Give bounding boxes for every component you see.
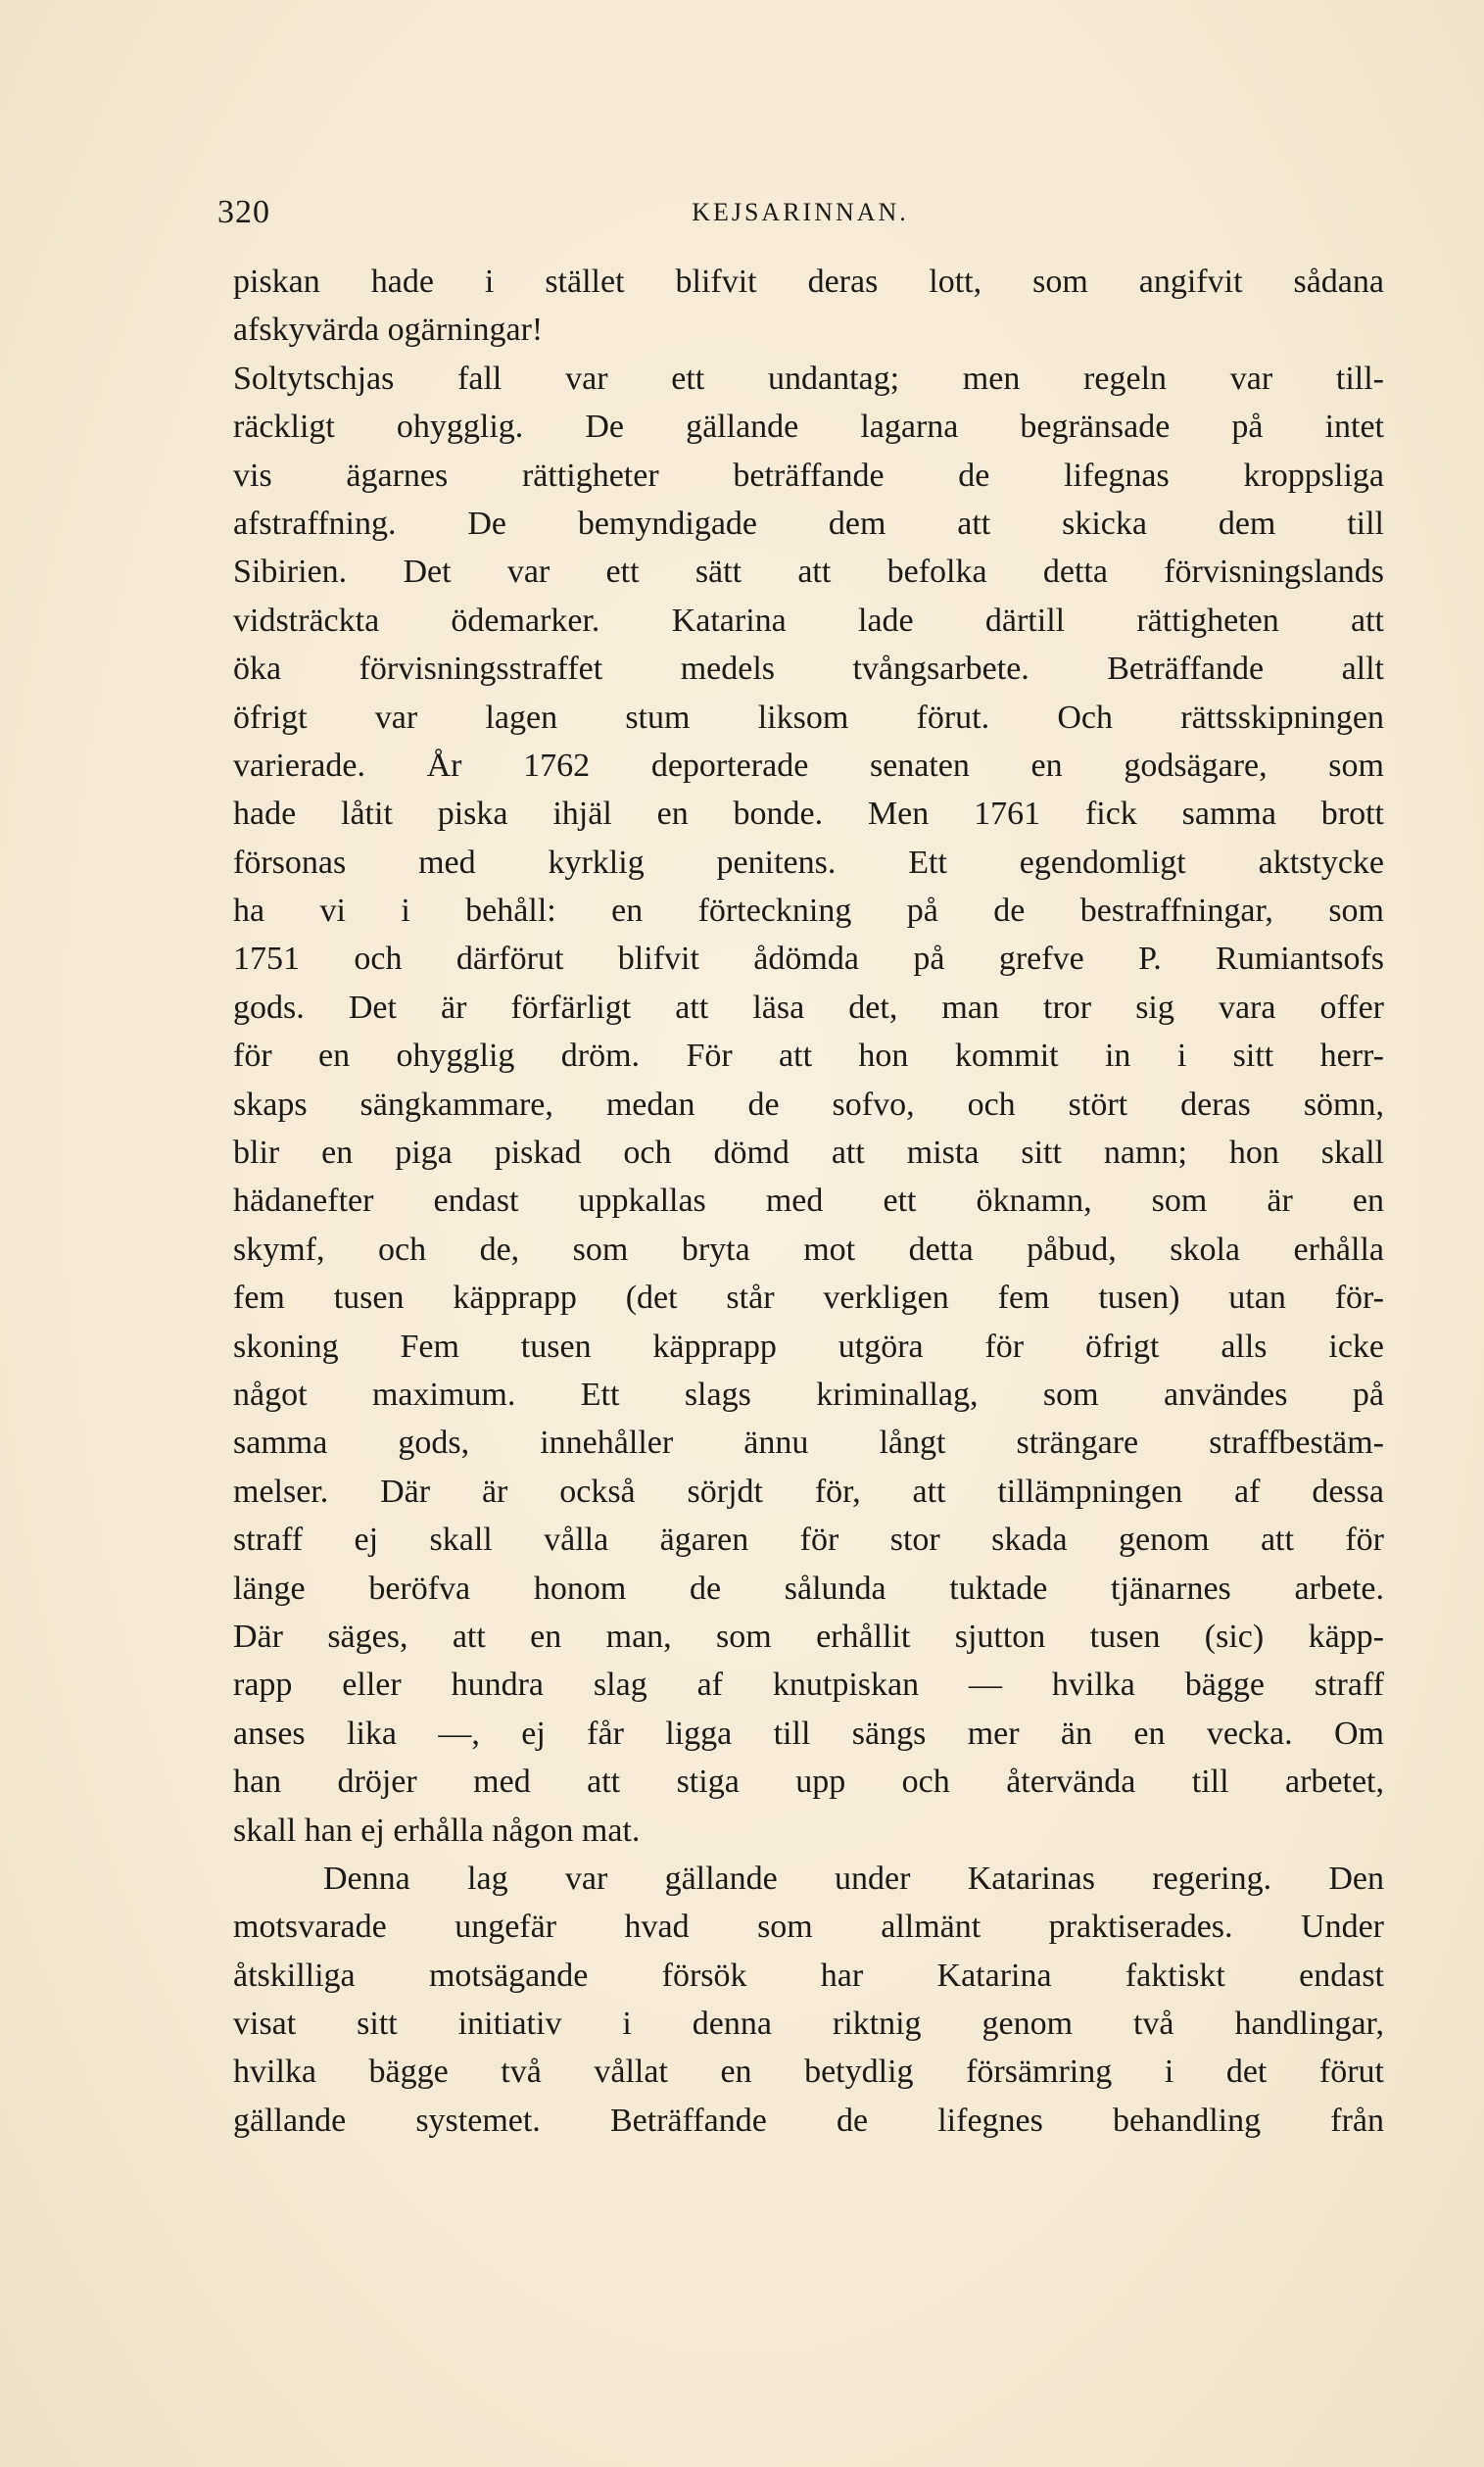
text-line: Soltytschjas fall var ett undantag; men regeln var till- xyxy=(233,360,1384,397)
text-line: visat sitt initiativ i denna riktnig genom två handlingar, xyxy=(233,2006,1384,2043)
text-line: hädanefter endast uppkallas med ett öknamn, som är en xyxy=(233,1183,1384,1220)
text-line: Där säges, att en man, som erhållit sjutton tusen (sic) käpp- xyxy=(233,1618,1384,1655)
text-line: skaps sängkammare, medan de sofvo, och stört deras sömn, xyxy=(233,1086,1384,1123)
text-line: afskyvärda ogärningar! xyxy=(233,312,544,349)
page-number: 320 xyxy=(217,194,270,230)
text-line: skoning Fem tusen käpprapp utgöra för öfrigt alls icke xyxy=(233,1328,1384,1365)
text-line: Sibirien. Det var ett sätt att befolka detta förvisningslands xyxy=(233,554,1384,591)
text-line: skall han ej erhålla någon mat. xyxy=(233,1812,641,1849)
body-text xyxy=(233,258,1384,2145)
text-line: något maximum. Ett slags kriminallag, som användes på xyxy=(233,1376,1384,1413)
text-line: piskan hade i stället blifvit deras lott, som angifvit sådana xyxy=(233,264,1384,300)
text-line: räckligt ohygglig. De gällande lagarna begränsade på intet xyxy=(233,409,1384,446)
text-line: afstraffning. De bemyndigade dem att skicka dem till xyxy=(233,505,1384,542)
page-header xyxy=(217,194,1383,233)
text-line: försonas med kyrklig penitens. Ett egendomligt aktstycke xyxy=(233,844,1384,881)
text-line: vidsträckta ödemarker. Katarina lade därtill rättigheten att xyxy=(233,602,1384,639)
text-line: öfrigt var lagen stum liksom förut. Och rättsskipningen xyxy=(233,699,1384,736)
running-head: KEJSARINNAN. xyxy=(692,198,909,226)
text-line: han dröjer med att stiga upp och återvända till arbetet, xyxy=(233,1764,1384,1801)
text-line: länge beröfva honom de sålunda tuktade tjänarnes arbete. xyxy=(233,1570,1384,1607)
text-line: blir en piga piskad och dömd att mista sitt namn; hon skall xyxy=(233,1135,1384,1172)
text-line: gods. Det är förfärligt att läsa det, man tror sig vara offer xyxy=(233,989,1384,1026)
text-line: hade låtit piska ihjäl en bonde. Men 1761 fick samma brott xyxy=(233,796,1384,833)
text-line: öka förvisningsstraffet medels tvångsarbete. Beträffande allt xyxy=(233,651,1384,688)
text-line: vis ägarnes rättigheter beträffande de lifegnas kroppsliga xyxy=(233,457,1384,494)
text-line: skymf, och de, som bryta mot detta påbud, skola erhålla xyxy=(233,1231,1384,1268)
text-line: ha vi i behåll: en förteckning på de bestraffningar, som xyxy=(233,893,1384,930)
text-line: rapp eller hundra slag af knutpiskan — hvilka bägge straff xyxy=(233,1667,1384,1704)
text-line: motsvarade ungefär hvad som allmänt praktiserades. Under xyxy=(233,1909,1384,1946)
text-line: varierade. År 1762 deporterade senaten en godsägare, som xyxy=(233,747,1384,784)
text-line: 1751 och därförut blifvit ådömda på grefve P. Rumiantsofs xyxy=(233,941,1384,978)
text-line: Denna lag var gällande under Katarinas regering. Den xyxy=(323,1860,1384,1897)
text-line: för en ohygglig dröm. För att hon kommit in i sitt herr- xyxy=(233,1038,1384,1075)
text-line: åtskilliga motsägande försök har Katarina faktiskt endast xyxy=(233,1957,1384,1994)
text-line: hvilka bägge två vållat en betydlig försämring i det förut xyxy=(233,2054,1384,2091)
text-line: straff ej skall vålla ägaren för stor skada genom att för xyxy=(233,1522,1384,1559)
text-line: gällande systemet. Beträffande de lifegnes behandling från xyxy=(233,2102,1384,2139)
text-line: anses lika —, ej får ligga till sängs mer än en vecka. Om xyxy=(233,1715,1384,1752)
text-line: samma gods, innehåller ännu långt strängare straffbestäm- xyxy=(233,1425,1384,1462)
text-line: melser. Där är också sörjdt för, att tillämpningen af dessa xyxy=(233,1473,1384,1510)
text-line: fem tusen käpprapp (det står verkligen fem tusen) utan för- xyxy=(233,1280,1384,1317)
